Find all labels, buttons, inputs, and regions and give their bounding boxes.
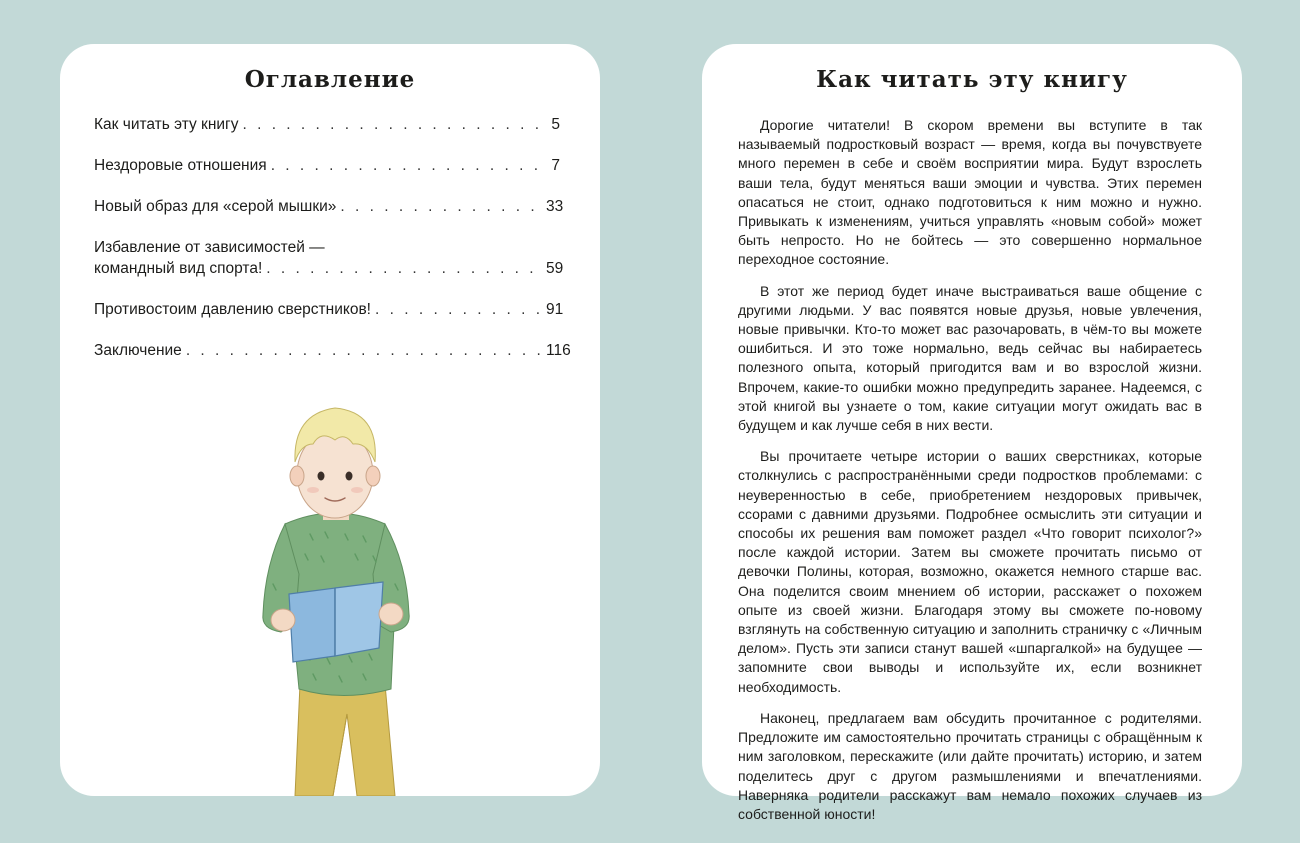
- toc-item[interactable]: [94, 114, 560, 135]
- toc-item-page: 116: [546, 342, 571, 359]
- paragraph: Дорогие читатели! В скором времени вы вступите в так называемый подростковый возраст — время, когда вы почувствуете много перемен в себе и своём восприятии мира. Будут взрослеть ваши тела, будут меняться ваши эмоции и чувства. Этих перемен опасаться не стоит, однако подготовиться к ним можно и нужно. Привыкать к изменениям, учиться управлять «новым собой» может быть непросто. Но не бойтесь — это совершенно нормальное переходное состояние.: [738, 117, 1202, 268]
- left-page-table-of-contents: [60, 44, 600, 796]
- toc-item[interactable]: [94, 237, 564, 279]
- toc-item-label: Заключение: [94, 342, 182, 359]
- toc-item-page: 33: [546, 198, 564, 215]
- toc-item-page: 59: [546, 260, 564, 277]
- toc-title: Оглавление: [244, 66, 416, 93]
- right-page-introduction: [702, 44, 1242, 822]
- toc-item-label: Противостоим давлению сверстников!: [94, 301, 371, 318]
- toc-list: [94, 114, 571, 381]
- toc-item-label: Как читать эту книгу: [94, 116, 239, 133]
- toc-item[interactable]: [94, 155, 560, 176]
- body-text: [738, 116, 1202, 836]
- page-title: Как читать эту книгу: [816, 66, 1128, 93]
- toc-item-label: командный вид спорта!: [94, 260, 263, 277]
- toc-leader-dots: [271, 155, 542, 176]
- toc-item[interactable]: [94, 340, 571, 361]
- toc-item-label: Новый образ для «серой мышки»: [94, 198, 337, 215]
- toc-item[interactable]: [94, 196, 564, 217]
- toc-leader-dots: [375, 299, 542, 320]
- toc-leader-dots: [266, 258, 542, 279]
- boy-reading-book-illustration: [255, 384, 415, 796]
- toc-item-label: Нездоровые отношения: [94, 157, 267, 174]
- toc-leader-dots: [242, 114, 542, 135]
- paragraph: В этот же период будет иначе выстраиваться ваше общение с другими людьми. У вас появятся новые друзья, новые увлечения, новые привычки. Кто-то может вас разочаровать, в чём-то вы можете ошибиться. И это тоже нормально, ведь сейчас вы набираетесь полезного опыта, который пригодится вам и во взрослой жизни. Впрочем, какие-то ошибки можно предупредить заранее. Надеемся, с этой книгой вы узнаете о том, какие ситуации могут ожидать вас в будущем и как лучше себя в них вести.: [738, 282, 1202, 434]
- toc-leader-dots: [340, 196, 542, 217]
- toc-item-page: 7: [551, 157, 560, 174]
- paragraph: Наконец, предлагаем вам обсудить прочитанное с родителями. Предложите им самостоятельно прочитать страницы с обращённым к ним заголовком, перескажите (или дайте прочитать) историю, и затем поделитесь друг с другом размышлениями и впечатлениями. Наверняка родители расскажут вам немало похожих случаев из собственной юности!: [738, 709, 1202, 822]
- toc-item-page: 5: [551, 116, 560, 133]
- toc-leader-dots: [186, 340, 542, 361]
- toc-item-page: 91: [546, 301, 564, 318]
- paragraph: Вы прочитаете четыре истории о ваших сверстниках, которые столкнулись с распространёнными среди подростков проблемами: с неуверенностью в себе, приобретением нездоровых привычек, ссорами с давними друзьями. Подробнее осмыслить эти ситуации и способы их решения вам поможет раздел «Что говорит психолог?» после каждой истории. Затем вы сможете прочитать письмо от девочки Полины, которая, возможно, окажется немного старше вас. Она поделится своим мнением об истории, расскажет о похожем опыте из своей жизни. Благодаря этому вы сможете по-новому взглянуть на собственную ситуацию и заполнить страничку с «Личным делом». Пусть эти записи станут вашей «шпаргалкой» на будущее — запомните свои выводы и используйте их, если возникнет необходимость.: [738, 448, 1202, 695]
- toc-item-label-line1: Избавление от зависимостей —: [94, 239, 325, 256]
- toc-item[interactable]: [94, 299, 564, 320]
